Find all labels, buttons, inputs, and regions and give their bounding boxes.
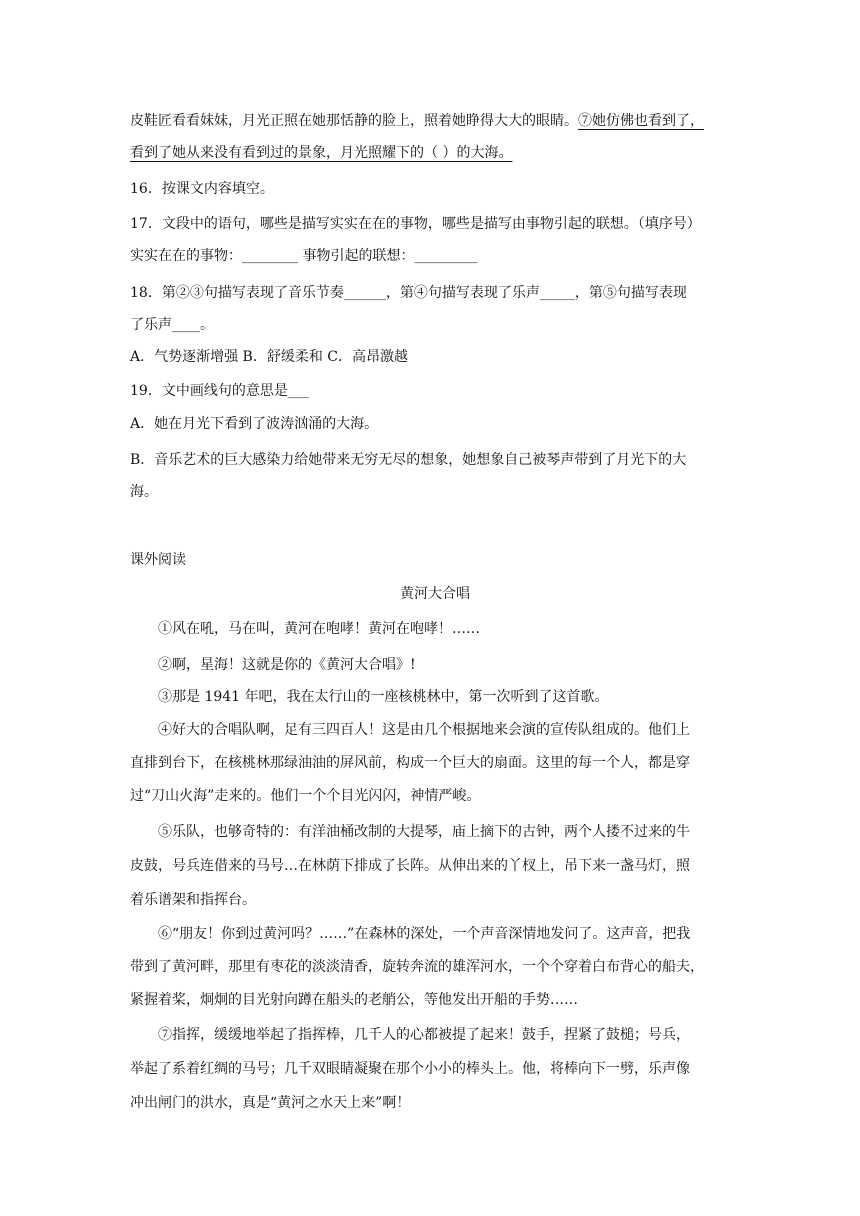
paragraph-6-line-2: 带到了黄河畔，那里有枣花的淡淡清香，旋转奔流的雄浑河水，一个个穿着白布背心的船夫，: [130, 959, 704, 975]
paragraph-1: ①风在吼，马在叫，黄河在咆哮！黄河在咆哮！……: [158, 621, 480, 637]
paragraph-3: ③那是 1941 年吧，我在太行山的一座核桃林中，第一次听到了这首歌。: [158, 689, 609, 705]
underlined-sentence-part-2: 看到了她从来没有看到过的景象，月光照耀下的（ ）的大海。: [130, 145, 513, 161]
question-18-options: A．气势逐渐增强 B．舒缓柔和 C．高昂激越: [130, 349, 409, 365]
question-17-line-1: 17．文段中的语句，哪些是描写实实在在的事物，哪些是描写由事物引起的联想。（填序号）: [130, 216, 701, 232]
paragraph-6-line-1: ⑥“朋友！你到过黄河吗？……”在森林的深处，一个声音深情地发问了。这声音，把我: [158, 926, 691, 942]
paragraph-6-line-3: 紧握着桨，炯炯的目光射向蹲在船头的老艄公，等他发出开船的手势……: [130, 992, 578, 1008]
paragraph-5-line-1: ⑤乐队，也够奇特的：有洋油桶改制的大提琴，庙上摘下的古钟，两个人搂不过来的牛: [158, 824, 690, 840]
paragraph-4-line-3: 过“刀山火海”走来的。他们一个个目光闪闪，神情严峻。: [130, 788, 481, 804]
question-19-option-b-line-1: B．音乐艺术的巨大感染力给她带来无穷无尽的想象，她想象自己被琴声带到了月光下的大: [130, 452, 687, 468]
underlined-sentence-part-1: ⑦她仿佛也看到了，: [578, 113, 704, 129]
passage-line-2: [130, 143, 740, 163]
paragraph-7-line-1: ⑦指挥，缓缓地举起了指挥棒，几千人的心都被提了起来！鼓手，捏紧了鼓槌；号兵，: [158, 1027, 690, 1043]
paragraph-7-line-2: 举起了系着红绸的马号；几千双眼睛凝聚在那个小小的棒头上。他，将棒向下一劈，乐声像: [130, 1061, 690, 1077]
paragraph-5-line-2: 皮鼓，号兵连借来的马号…在林荫下排成了长阵。从伸出来的丫杈上，吊下来一盏马灯，照: [130, 858, 690, 874]
paragraph-4-line-2: 直排到台下，在核桃林那绿油油的屏风前，构成一个巨大的扇面。这里的每一个人，都是穿: [130, 755, 690, 771]
paragraph-2: ②啊，星海！这就是你的《黄河大合唱》!: [158, 657, 416, 673]
section-label: 课外阅读: [130, 552, 186, 568]
passage-line-1-text: 皮鞋匠看看妹妹，月光正照在她那恬静的脸上，照着她睁得大大的眼睛。: [130, 113, 578, 129]
question-19: 19．文中画线句的意思是___: [130, 383, 309, 399]
question-18-line-2: 了乐声____。: [130, 317, 214, 333]
paragraph-4-line-1: ④好大的合唱队啊，足有三四百人！这是由几个根据地来会演的宣传队组成的。他们上: [158, 722, 690, 738]
paragraph-5-line-3: 着乐谱架和指挥台。: [130, 892, 256, 908]
paragraph-7-line-3: 冲出闸门的洪水，真是“黄河之水天上来”啊！: [130, 1095, 411, 1111]
question-18-line-1: 18．第②③句描写表现了音乐节奏______，第④句描写表现了乐声_____，第⑤句描写表现: [130, 285, 687, 301]
question-19-option-b-line-2: 海。: [130, 484, 158, 500]
passage-line-1: [130, 111, 740, 131]
question-16: 16．按课文内容填空。: [130, 181, 274, 197]
question-17-line-2: 实实在在的事物：________ 事物引起的联想：_________: [130, 248, 478, 264]
question-19-option-a: A．她在月光下看到了波涛汹涌的大海。: [130, 416, 379, 432]
article-title: 黄河大合唱: [400, 586, 470, 602]
